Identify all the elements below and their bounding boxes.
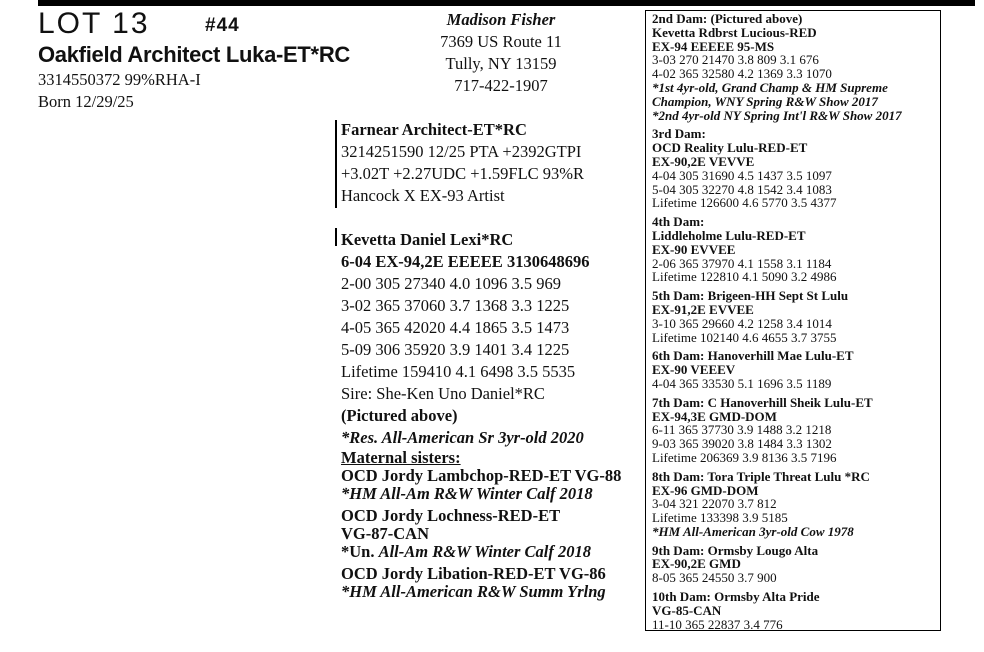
sire-bracket-line <box>335 120 337 208</box>
top-rule <box>38 0 975 6</box>
registration-info: 3314550372 99%RHA-I <box>38 70 201 89</box>
sire-block <box>341 119 584 207</box>
dam6-header: 6th Dam: Hanoverhill Mae Lulu-ET <box>652 348 854 364</box>
dam7-lifetime: Lifetime 206369 3.9 8136 3.5 7196 <box>652 449 837 465</box>
dam7-record-1: 6-11 365 37730 3.9 1488 3.2 1218 <box>652 422 832 438</box>
dam-pictured: (Pictured above) <box>341 406 458 425</box>
dam-lifetime: Lifetime 159410 4.1 6498 3.5 5535 <box>341 362 576 381</box>
dam8-classification: EX-96 GMD-DOM <box>652 482 759 498</box>
dam7-record-2: 9-03 365 39020 3.8 1484 3.3 1302 <box>652 436 832 452</box>
dam5-lifetime: Lifetime 102140 4.6 4655 3.7 3755 <box>652 329 837 345</box>
dam10-header: 10th Dam: Ormsby Alta Pride <box>652 589 820 605</box>
dam4-lifetime: Lifetime 122810 4.1 5090 3.2 4986 <box>652 269 837 285</box>
dam4-header: 4th Dam: <box>652 214 705 230</box>
lot-number: #44 <box>205 15 240 36</box>
dam3-record-2: 5-04 305 32270 4.8 1542 3.4 1083 <box>652 181 832 197</box>
dam6-classification: EX-90 VEEEV <box>652 362 736 378</box>
dam10-classification: VG-85-CAN <box>652 602 722 618</box>
sister-2-name: OCD Jordy Lochness-RED-ET <box>341 506 561 525</box>
dam10-record-1: 11-10 365 22837 3.4 776 <box>652 616 783 631</box>
sire-line-3: Hancock X EX-93 Artist <box>341 186 505 205</box>
sister-2-note: All-Am R&W Winter Calf 2018 <box>378 542 591 561</box>
dam4-classification: EX-90 EVVEE <box>652 241 736 257</box>
dam-record-1: 2-00 305 27340 4.0 1096 3.5 969 <box>341 274 561 293</box>
sister-1-name: OCD Jordy Lambchop-RED-ET VG-88 <box>341 466 622 485</box>
dam-record-2: 3-02 365 37060 3.7 1368 3.3 1225 <box>341 296 570 315</box>
sister-3-note: *HM All-American R&W Summ Yrlng <box>341 582 606 601</box>
sister-2-note-mark: *Un. <box>341 542 379 561</box>
dam-block <box>341 229 621 601</box>
dam-record-3: 4-05 365 42020 4.4 1865 3.5 1473 <box>341 318 570 337</box>
dam7-classification: EX-94,3E GMD-DOM <box>652 408 777 424</box>
dam4-name: Liddleholme Lulu-RED-ET <box>652 227 806 243</box>
consignor-phone: 717-422-1907 <box>454 76 548 95</box>
dam3-record-1: 4-04 305 31690 4.5 1437 3.5 1097 <box>652 167 832 183</box>
dam9-header: 9th Dam: Ormsby Lougo Alta <box>652 542 819 558</box>
dam8-header: 8th Dam: Tora Triple Threat Lulu *RC <box>652 468 870 484</box>
dam5-classification: EX-91,2E EVVEE <box>652 301 754 317</box>
dam-sire: Sire: She-Ken Uno Daniel*RC <box>341 384 545 403</box>
pedigree-box <box>645 10 941 631</box>
sire-name: Farnear Architect-ET*RC <box>341 120 527 139</box>
dam6-record-1: 4-04 365 33530 5.1 1696 3.5 1189 <box>652 375 832 391</box>
dam9-record-1: 8-05 365 24550 3.7 900 <box>652 570 777 586</box>
dam3-classification: EX-90,2E VEVVE <box>652 153 755 169</box>
sister-2-classification: VG-87-CAN <box>341 524 429 543</box>
dam2-note-2: Champion, WNY Spring R&W Show 2017 <box>652 93 878 109</box>
birth-date: Born 12/29/25 <box>38 92 134 111</box>
dam8-record-1: 3-04 321 22070 3.7 812 <box>652 496 777 512</box>
dam7-header: 7th Dam: C Hanoverhill Sheik Lulu-ET <box>652 394 873 410</box>
dam4-record-1: 2-06 365 37970 4.1 1558 3.1 1184 <box>652 255 832 271</box>
sister-1-note: *HM All-Am R&W Winter Calf 2018 <box>341 484 593 503</box>
consignor-city: Tully, NY 13159 <box>445 54 557 73</box>
animal-name: Oakfield Architect Luka-ET*RC <box>38 42 350 67</box>
sister-2-note-line <box>341 543 621 561</box>
dam2-record-1: 3-03 270 21470 3.8 809 3.1 676 <box>652 52 819 68</box>
dam2-name: Kevetta Rdbrst Lucious-RED <box>652 24 817 40</box>
lot-title: LOT 13 <box>38 7 150 40</box>
dam-award: *Res. All-American Sr 3yr-old 2020 <box>341 428 584 447</box>
dam-record-4: 5-09 306 35920 3.9 1401 3.4 1225 <box>341 340 570 359</box>
dam2-header: 2nd Dam: (Pictured above) <box>652 11 803 26</box>
dam5-record-1: 3-10 365 29660 4.2 1258 3.4 1014 <box>652 315 832 331</box>
sire-line-2: +3.02T +2.27UDC +1.59FLC 93%R <box>341 164 585 183</box>
dam3-name: OCD Reality Lulu-RED-ET <box>652 140 808 156</box>
sire-line-1: 3214251590 12/25 PTA +2392GTPI <box>341 142 582 161</box>
dam3-header: 3rd Dam: <box>652 126 706 142</box>
dam-bracket-line <box>335 228 337 246</box>
sister-3-name: OCD Jordy Libation-RED-ET VG-86 <box>341 564 606 583</box>
dam5-header: 5th Dam: Brigeen-HH Sept St Lulu <box>652 288 849 304</box>
dam-classification: 6-04 EX-94,2E EEEEE 3130648696 <box>341 252 590 271</box>
dam8-note-1: *HM All-American 3yr-old Cow 1978 <box>652 523 854 539</box>
dam2-note-1: *1st 4yr-old, Grand Champ & HM Supreme <box>652 79 888 95</box>
dam8-lifetime: Lifetime 133398 3.9 5185 <box>652 510 788 526</box>
dam9-classification: EX-90,2E GMD <box>652 556 741 572</box>
dam2-record-2: 4-02 365 32580 4.2 1369 3.3 1070 <box>652 66 832 82</box>
dam-name: Kevetta Daniel Lexi*RC <box>341 230 514 249</box>
consignor-block <box>396 9 606 97</box>
dam3-lifetime: Lifetime 126600 4.6 5770 3.5 4377 <box>652 195 837 211</box>
consignor-name: Madison Fisher <box>446 10 556 29</box>
consignor-address: 7369 US Route 11 <box>440 32 562 51</box>
dam2-classification: EX-94 EEEEE 95-MS <box>652 38 775 54</box>
dam2-note-3: *2nd 4yr-old NY Spring Int'l R&W Show 2017 <box>652 107 902 123</box>
maternal-sisters-header: Maternal sisters: <box>341 448 461 467</box>
